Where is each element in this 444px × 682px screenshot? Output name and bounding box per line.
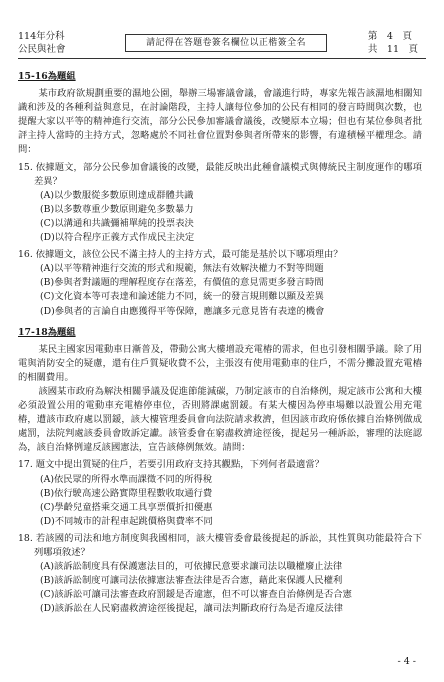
option-15-c: (C)以溝通和共識彌補單純的投票表決 <box>40 217 194 229</box>
question-17-stem: 17. 題文中提出質疑的住戶，若要引用政府支持其觀點，下列何者最適當？ <box>18 459 324 471</box>
passage-15-16: 某市政府欲規劃重要的濕地公園，舉辦三場審議會議，會議進行時，專家先報告該濕地相關知識和涉及的各種利益與意見，在討論階段，主持人讓每位參加的公民有相同的發言時間與次數，也提醒大家以平等的精神進行交流，部分公民參加審議會議後，改變原本立場；但也有某位參與者批評主持人當時的主持方式，忽略處於不同社會位置對參與者所帶來的影響，有違積極平權理念。請問： <box>18 88 422 156</box>
passage-17-18-para1: 某民主國家因電動車日漸普及，帶動公寓大樓增設充電樁的需求，但也引發相關爭議。除了用電與消防安全的疑慮，還有住戶質疑收費不公，主張沒有使用電動車的住戶，不需分攤設置充電樁的相關費用。 <box>18 343 422 383</box>
question-15-stem: 15. 依據題文，部分公民參加會議後的改變，最能反映出此種會議模式與傳統民主制度運作的哪項差異？ <box>18 161 422 187</box>
option-15-d: (D)以符合程序正義方式作成民主決定 <box>40 232 195 244</box>
exam-year-label: 114年分科 <box>18 31 65 42</box>
question-16-options <box>40 262 422 318</box>
header-subject <box>18 30 66 56</box>
option-18-d: (D)該訴訟在人民窮盡救濟途徑後提起，讓司法判斷政府行為是否違反法律 <box>40 603 343 615</box>
header-page-info <box>368 30 418 56</box>
option-16-a: (A)以平等精神進行交流的形式和規範，無法有效解決權力不對等問題 <box>40 263 324 275</box>
subject-label: 公民與社會 <box>18 44 66 55</box>
signature-notice: 請記得在答題卷簽名欄位以正楷簽全名 <box>125 34 327 52</box>
section-title-17-18: 17-18為題組 <box>18 326 76 338</box>
question-18-stem: 18. 若該國的司法和地方制度與我國相同，該大樓管委會最後提起的訴訟，其性質與功能最符合下列哪項敘述？ <box>18 532 422 558</box>
page-indicator: 第 4 頁 <box>367 31 412 42</box>
option-17-d: (D)不同城市的計程車起跳價格與費率不同 <box>40 515 213 527</box>
option-18-c: (C)該訴訟可讓司法審查政府罰鍰是否違憲，但不可以審查自治條例是否合憲 <box>40 589 352 601</box>
option-16-b: (B)參與者對議題的理解程度存在落差，有價值的意見需更多發言時間 <box>40 277 324 289</box>
option-17-b: (B)依行駛高速公路實際里程數收取通行費 <box>40 487 213 499</box>
question-17-options <box>40 473 422 529</box>
option-18-b: (B)該訴訟制度可讓司法依據憲法審查法律是否合憲，藉此來保護人民權利 <box>40 575 343 587</box>
option-16-c: (C)文化資本等可表達和論述能力不同，統一的發言規則難以顯及差異 <box>40 291 324 303</box>
option-16-d: (D)參與者的言論自由應獲得平等保障，應讓多元意見皆有表達的機會 <box>40 305 325 317</box>
total-pages-indicator: 共 11 頁 <box>367 44 418 55</box>
section-title-15-16: 15-16為題組 <box>18 71 76 82</box>
option-15-b: (B)以多數尊重少數原則避免多數暴力 <box>40 203 194 215</box>
question-15-options <box>40 189 422 245</box>
question-18-options <box>40 560 422 616</box>
page-number-footer: - 4 - <box>397 656 416 667</box>
option-17-a: (A)依民眾的所得水準而課徵不同的所得稅 <box>40 473 213 485</box>
question-16-stem: 16. 依據題文，該位公民不滿主持人的主持方式，最可能是基於以下哪項理由？ <box>18 249 343 261</box>
option-17-c: (C)學齡兒童搭乘交通工具享票價折扣優惠 <box>40 501 213 513</box>
option-15-a: (A)以少數服從多數原則達成群體共識 <box>40 189 194 201</box>
option-18-a: (A)該訴訟制度具有保護憲法目的，可依據民意要求讓司法以職權廢止法律 <box>40 561 343 573</box>
exam-content <box>18 68 422 616</box>
header-divider <box>18 58 426 59</box>
passage-17-18-para2: 該國某市政府為解決相關爭議及促進節能減碳，乃制定該市的自治條例，規定該市公寓和大樓必須設置公用的電動車充電樁停車位，否則將課處罰鍰。有某大樓因為停車場難以設置公用充電樁，遭該市政府處以罰鍰，該大樓管理委員會向法院請求救濟，但因該市政府係依據自治條例做成處罰，法院判處該委員會敗訴定讞。該管委會在窮盡救濟途徑後，提起另一種訴訟，審理的法庭認為，該自治條例違反該國憲法，宣告該條例無效。請問： <box>18 385 422 454</box>
